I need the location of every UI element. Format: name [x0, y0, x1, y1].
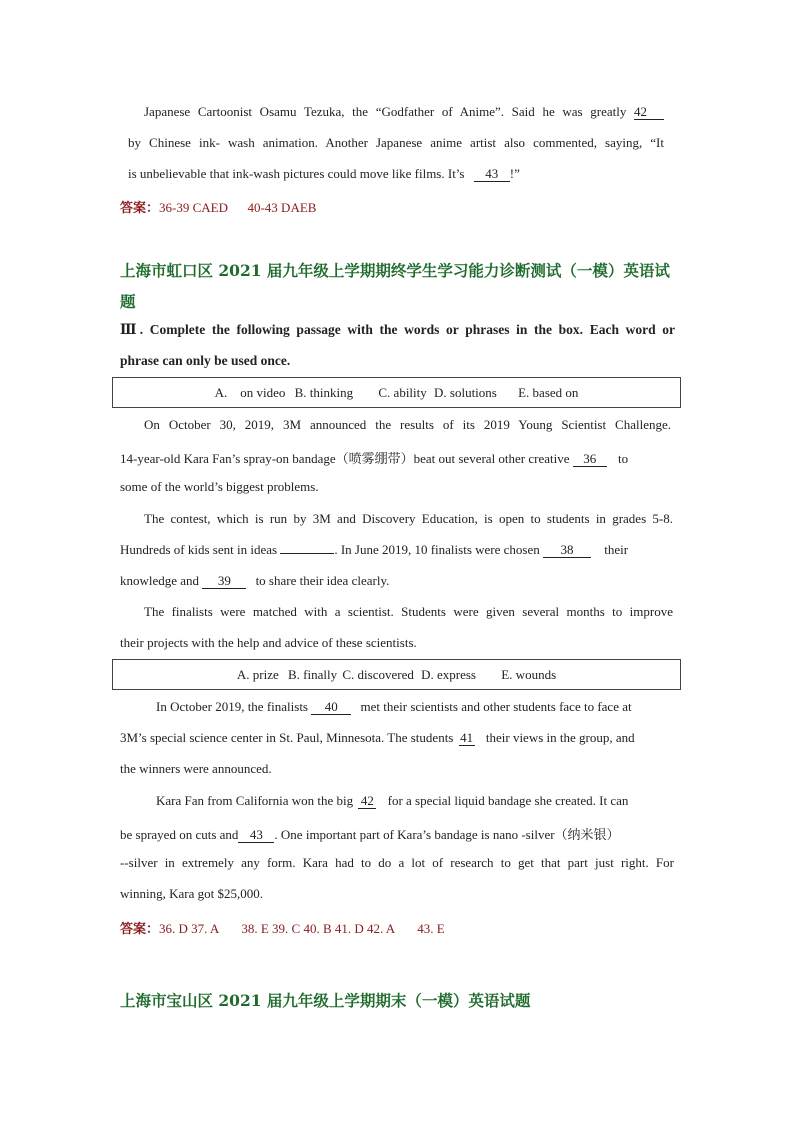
answer-line: 答案：36. D 37. A 38. E 39. C 40. B 41. D 42. A 43. E [120, 921, 445, 937]
blank-37 [280, 553, 334, 554]
passage-line: In October 2019, the finalists 40 met their scientists and other students face to face at [156, 699, 632, 714]
passage-line: their projects with the help and advice of these scientists. [120, 635, 417, 650]
instruction-line: Ⅲ. Complete the following passage with the words or phrases in the box. Each word or [120, 322, 675, 337]
passage-line: by Chinese ink- wash animation. Another Japanese anime artist also commented, saying, “It [128, 135, 664, 150]
section-heading-cont: 题 [120, 292, 136, 311]
passage-line: Japanese Cartoonist Osamu Tezuka, the “Godfather of Anime”. Said he was greatly 42 [144, 104, 664, 120]
passage-line: The contest, which is run by 3M and Discovery Education, is open to students in grades 5-8. [144, 511, 673, 526]
passage-line: is unbelievable that ink-wash pictures could move like films. It’s 43 !” [128, 166, 520, 181]
blank-42: 42 [634, 105, 664, 120]
blank-38: 38 [543, 543, 591, 558]
word-box-1: A. on video B. thinking C. ability D. solutions E. based on [112, 377, 681, 408]
section-heading: 上海市虹口区 2021 届九年级上学期期终学生学习能力诊断测试（一模）英语试 [120, 261, 670, 280]
blank-39: 39 [202, 574, 246, 589]
passage-line: Kara Fan from California won the big 42 for a special liquid bandage she created. It can [156, 793, 629, 808]
instruction-line: phrase can only be used once. [120, 353, 291, 368]
passage-line: --silver in extremely any form. Kara had to do a lot of research to get that part just right. For [120, 855, 674, 870]
passage-line: 3M’s special science center in St. Paul, Minnesota. The students 41 their views in the group, and [120, 730, 635, 745]
blank-43: 43 [474, 167, 510, 182]
blank-41: 41 [460, 730, 474, 745]
passage-line: knowledge and 39 to share their idea clearly. [120, 573, 390, 588]
passage-line: winning, Kara got $25,000. [120, 886, 263, 901]
passage-line: Hundreds of kids sent in ideas . In June 2019, 10 finalists were chosen 38 their [120, 542, 629, 557]
passage-line: some of the world’s biggest problems. [120, 479, 319, 494]
answer-line: 答案：36-39 CAED 40-43 DAEB [120, 200, 317, 216]
blank-36: 36 [573, 452, 607, 467]
passage-line: The finalists were matched with a scientist. Students were given several months to improve [144, 604, 673, 619]
blank-43: 43 [238, 828, 274, 843]
passage-line: 14-year-old Kara Fan’s spray-on bandage（喷雾绷带）beat out several other creative 36 to [120, 451, 629, 466]
section-heading: 上海市宝山区 2021 届九年级上学期期末（一模）英语试题 [120, 991, 531, 1010]
blank-40: 40 [311, 700, 351, 715]
passage-line: the winners were announced. [120, 761, 272, 776]
passage-line: be sprayed on cuts and 43 . One important part of Kara’s bandage is nano -silver（纳米银） [120, 827, 620, 842]
word-box-2: A. prize B. finally C. discovered D. express E. wounds [112, 659, 681, 690]
blank-42: 42 [358, 794, 376, 809]
passage-line: On October 30, 2019, 3M announced the results of its 2019 Young Scientist Challenge. [144, 417, 671, 432]
